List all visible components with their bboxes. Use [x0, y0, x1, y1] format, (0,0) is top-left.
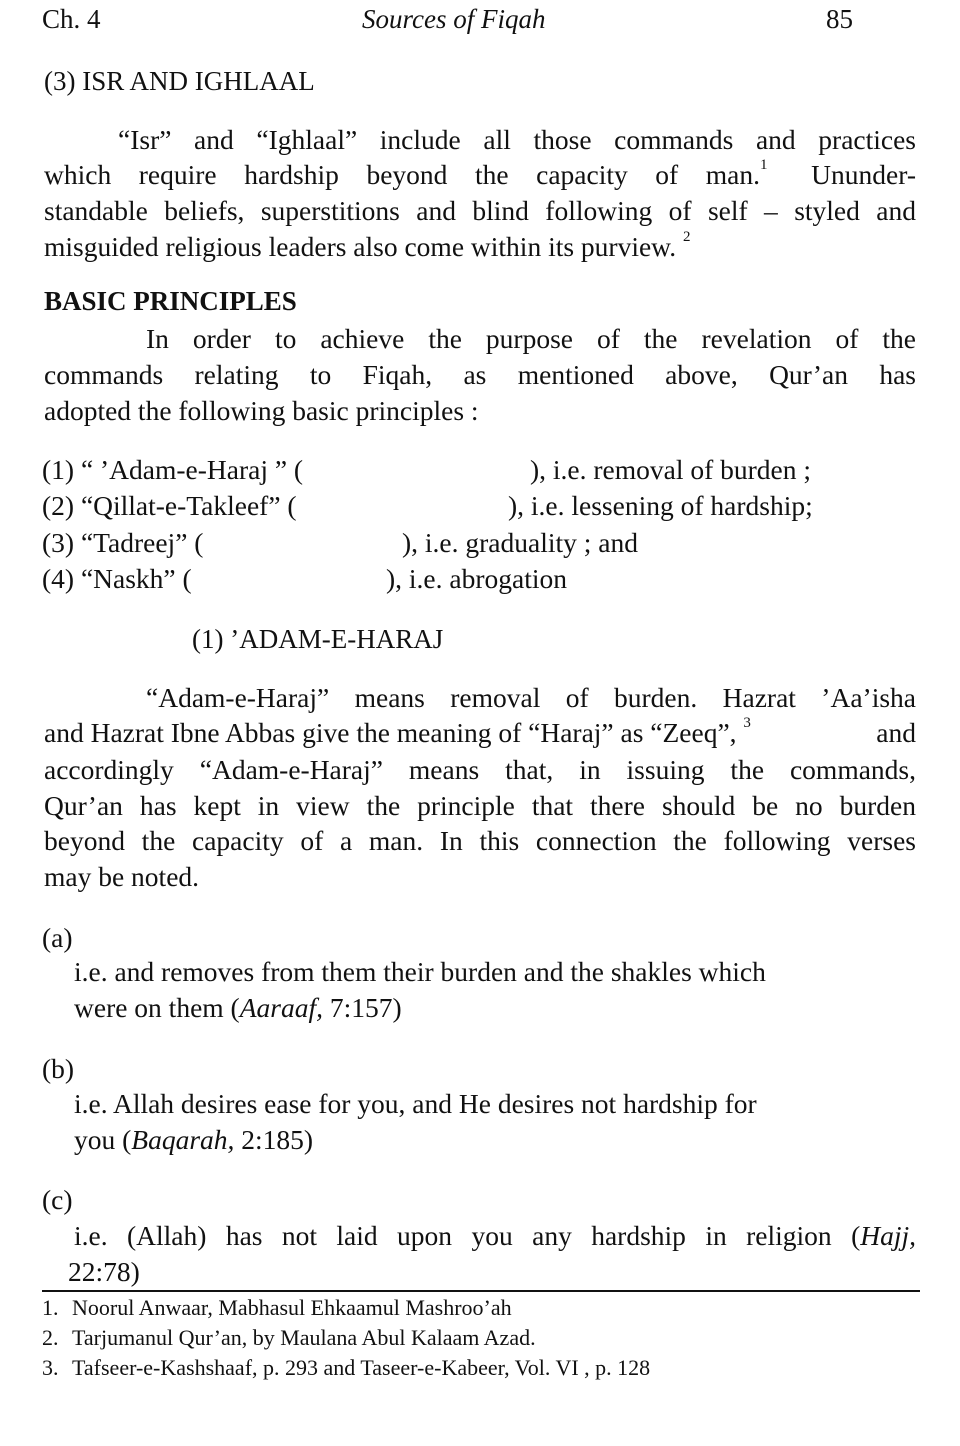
principle-item-3-meaning: ), i.e. graduality ; and — [402, 527, 638, 558]
verse-b-line-1: i.e. Allah desires ease for you, and He desires not hardship for — [74, 1088, 757, 1119]
footnote-2-number: 2. — [42, 1325, 59, 1350]
footnote-ref-2: 2 — [683, 229, 691, 245]
basic-line-1: In order to achieve the purpose of the revelation of the — [146, 323, 916, 354]
principle-item-1: (1) “ ’Adam-e-Haraj ” ( — [42, 454, 304, 485]
principle-item-3: (3) “Tadreej” ( — [42, 527, 204, 558]
verse-b-line-2 — [74, 1124, 313, 1156]
footnote-2 — [42, 1325, 536, 1351]
running-title: Sources of Fiqah — [362, 4, 546, 34]
verse-label-b: (b) — [42, 1053, 75, 1084]
isr-line-1: “Isr” and “Ighlaal” include all those commands and practices — [118, 124, 916, 155]
principle-item-4: (4) “Naskh” ( — [42, 563, 192, 594]
principle-item-2-meaning: ), i.e. lessening of hardship; — [508, 490, 813, 521]
footnote-2-text: Tarjumanul Qur’an, by Maulana Abul Kalaam Azad. — [72, 1325, 536, 1350]
verse-c-line-1-pre: i.e. (Allah) has not laid upon you any hardship in religion ( — [74, 1220, 861, 1251]
footnote-3-number: 3. — [42, 1355, 59, 1380]
footnote-3-text: Tafseer-e-Kashshaaf, p. 293 and Taseer-e-Kabeer, Vol. VI , p. 128 — [72, 1355, 651, 1380]
adam-line-2 — [44, 717, 916, 749]
footnote-1-text: Noorul Anwaar, Mabhasul Ehkaamul Mashroo’ah — [72, 1295, 512, 1320]
isr-line-3: standable beliefs, superstitions and blind following of self – styled and — [44, 195, 916, 226]
adam-line-4: Qur’an has kept in view the principle that there should be no burden — [44, 790, 916, 821]
principle-item-1-meaning: ), i.e. removal of burden ; — [530, 454, 812, 485]
verse-a-line-2 — [74, 992, 402, 1024]
isr-line-2 — [44, 159, 916, 191]
adam-e-haraj-heading: (1) ’ADAM-E-HARAJ — [192, 624, 444, 654]
principle-item-2: (2) “Qillat-e-Takleef” ( — [42, 490, 297, 521]
verse-a-line-2-pre: were on them ( — [74, 992, 240, 1023]
footnote-ref-1: 1 — [760, 157, 768, 173]
footnote-3 — [42, 1355, 650, 1381]
chapter-label: Ch. 4 — [42, 4, 101, 34]
verse-a-line-1: i.e. and removes from them their burden and the shakles which — [74, 956, 766, 987]
footnote-1 — [42, 1295, 512, 1321]
adam-line-2-text: and Hazrat Ibne Abbas give the meaning of “Haraj” as “Zeeq”, — [44, 717, 737, 748]
verse-b-line-2-pre: you ( — [74, 1124, 132, 1155]
adam-line-3: accordingly “Adam-e-Haraj” means that, in issuing the commands, — [44, 754, 916, 785]
verse-c-line-2: 22:78) — [68, 1256, 140, 1287]
footnote-rule — [42, 1290, 920, 1292]
adam-line-1: “Adam-e-Haraj” means removal of burden. Hazrat ’Aa’isha — [146, 682, 916, 713]
adam-line-5: beyond the capacity of a man. In this connection the following verses — [44, 825, 916, 856]
verse-b-line-2-post: 2:185) — [234, 1124, 314, 1155]
verse-c-reference: Hajj, — [860, 1220, 916, 1251]
isr-line-4 — [44, 231, 916, 263]
footnote-ref-3: 3 — [743, 715, 751, 731]
basic-line-2: commands relating to Fiqah, as mentioned above, Qur’an has — [44, 359, 916, 390]
basic-principles-heading: BASIC PRINCIPLES — [44, 286, 297, 316]
verse-label-a: (a) — [42, 922, 73, 953]
principle-item-4-meaning: ), i.e. abrogation — [386, 563, 567, 594]
verse-a-line-2-post: 7:157) — [322, 992, 402, 1023]
page-number: 85 — [826, 4, 853, 34]
footnote-1-number: 1. — [42, 1295, 59, 1320]
adam-line-2-end: and — [876, 717, 916, 748]
isr-line-2-text: which require hardship beyond the capacity of man. — [44, 159, 760, 190]
isr-line-2-end: Ununder- — [811, 159, 916, 190]
verse-b-reference: Baqarah, — [131, 1124, 235, 1155]
basic-line-3: adopted the following basic principles : — [44, 395, 479, 426]
section-heading-isr: (3) ISR AND IGHLAAL — [44, 66, 315, 96]
verse-c-line-1 — [74, 1220, 916, 1252]
verse-a-reference: Aaraaf, — [239, 992, 323, 1023]
adam-line-6: may be noted. — [44, 861, 200, 892]
verse-label-c: (c) — [42, 1184, 73, 1215]
isr-line-4-text: misguided religious leaders also come within its purview. — [44, 231, 677, 262]
